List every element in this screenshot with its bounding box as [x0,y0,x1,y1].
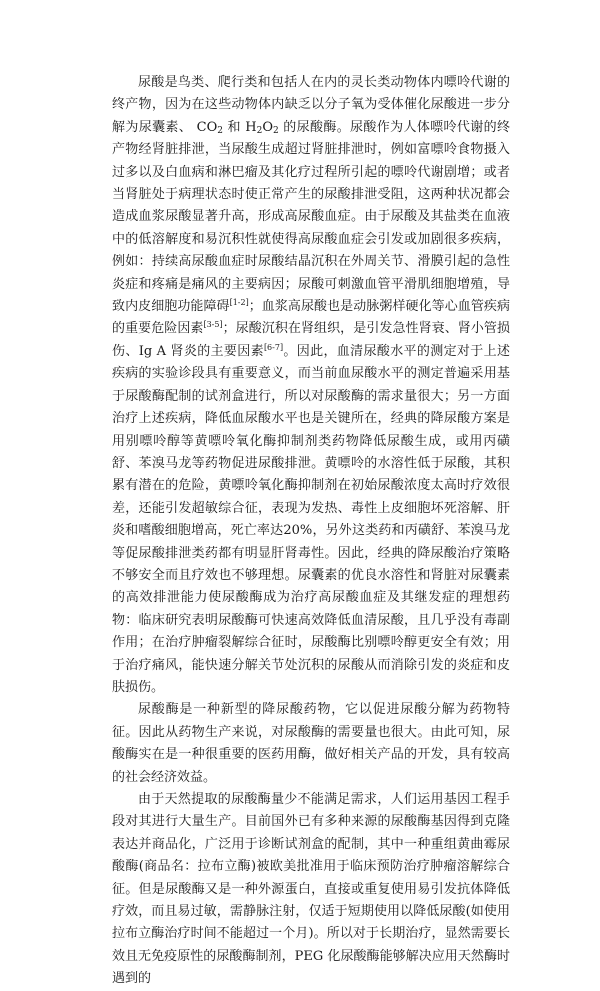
text-run: 尿酸酶是一种新型的降尿酸药物，它以促进尿酸分解为药物特征。因此从药物生产来说，对尿酸酶的需要量也很大。由此可知，尿酸酶实在是一种很重要的医药用酶，做好相关产品的开发，具有较高的社会经济效益。 [112,702,510,785]
paragraph-2 [112,699,510,789]
document-body [112,72,510,991]
citation-ref: [3-5] [203,320,223,330]
paragraph-3 [112,789,510,991]
text-run: O [262,119,274,135]
text-run: 和 H [222,119,257,135]
paragraph-1 [112,72,510,699]
text-run: ；血浆高尿酸也是动脉粥样硬化等心血管疾病的重要危险因素 [112,299,510,337]
text-run: ；尿酸沉积在肾组织，是引发急性肾衰、肾小管损伤、Ig A 肾炎的主要因素 [112,321,510,359]
text-run: 由于天然提取的尿酸酶量少不能满足需求，人们运用基因工程手段对其进行大量生产。目前国外已有多种来源的尿酸酶基因得到克隆表达并商品化，广泛用于诊断试剂盒的配制，其中一种重组黄曲霉尿酸酶(商品名：拉布立酶)被欧美批准用于临床预防治疗肿瘤溶解综合征。但是尿酸酶又是一种外源蛋白，直接或重复使用易引发抗体降低疗效，而且易过敏，需静脉注射，仅适于短期使用以降低尿酸(如使用拉布立酶治疗时间不能超过一个月)。所以对于长期治疗，显然需要长效且无免疫原性的尿酸酶制剂，PEG 化尿酸酶能够解决应用天然酶时遇到的 [112,792,510,987]
citation-ref: [1-2] [229,298,249,308]
text-run: 的尿酸酶。尿酸作为人体嘌呤代谢的终产物经肾脏排泄，当尿酸生成超过肾脏排泄时，例如富嘌呤食物摄入过多以及白血病和淋巴瘤及其化疗过程所引起的嘌呤代谢剧增；或者当肾脏处于病理状态时使正常产生的尿酸排泄受阻，这两种状况都会造成血浆尿酸显著升高，形成高尿酸血症。由于尿酸及其盐类在血液中的低溶解度和易沉积性就使得高尿酸血症会引发或加剧很多疾病，例如：持续高尿酸血症时尿酸结晶沉积在外周关节、滑膜引起的急性炎症和疼痛是痛风的主要病因；尿酸可刺激血管平滑肌细胞增殖，导致内皮细胞功能障碍 [112,119,510,315]
subscript: 2 [217,125,223,136]
subscript: 2 [273,125,279,136]
subscript: 2 [256,125,263,136]
text-run: 尿酸是鸟类、爬行类和包括人在内的灵长类动物体内嘌呤代谢的终产物，因为在这些动物体内缺乏以分子氧为受体催化尿酸进一步分解为尿囊素、 CO [112,75,510,135]
citation-ref: [6-7] [263,342,284,352]
text-run: 。因此，血清尿酸水平的测定对于上述疾病的实验诊段具有重要意义，而当前血尿酸水平的测定普遍采用基于尿酸酶配制的试剂盒进行，所以对尿酸酶的需求量很大；另一方面治疗上述疾病，降低血尿酸水平也是关键所在，经典的降尿酸方案是用别嘌呤醇等黄嘌呤氧化酶抑制剂类药物降低尿酸生成，或用丙磺舒、苯溴马龙等药物促进尿酸排泄。黄嘌呤的水溶性低于尿酸，其积累有潜在的危险，黄嘌呤氧化酶抑制剂在初始尿酸浓度太高时疗效很差，还能引发超敏综合征，表现为发热、毒性上皮细胞坏死溶解、肝炎和嗜酸细胞增高，死亡率达20%，另外这类药和丙磺舒、苯溴马龙等促尿酸排泄类药都有明显肝肾毒性。因此，经典的降尿酸治疗策略不够安全而且疗效也不够理想。尿囊素的优良水溶性和肾脏对尿囊素的高效排泄能力使尿酸酶成为治疗高尿酸血症及其继发症的理想药物：临床研究表明尿酸酶可快速高效降低血清尿酸，且几乎没有毒副作用；在治疗肿瘤裂解综合征时，尿酸酶比别嘌呤醇更安全有效；用于治疗痛风，能快速分解关节处沉积的尿酸从而消除引发的炎症和皮肤损伤。 [112,343,510,695]
